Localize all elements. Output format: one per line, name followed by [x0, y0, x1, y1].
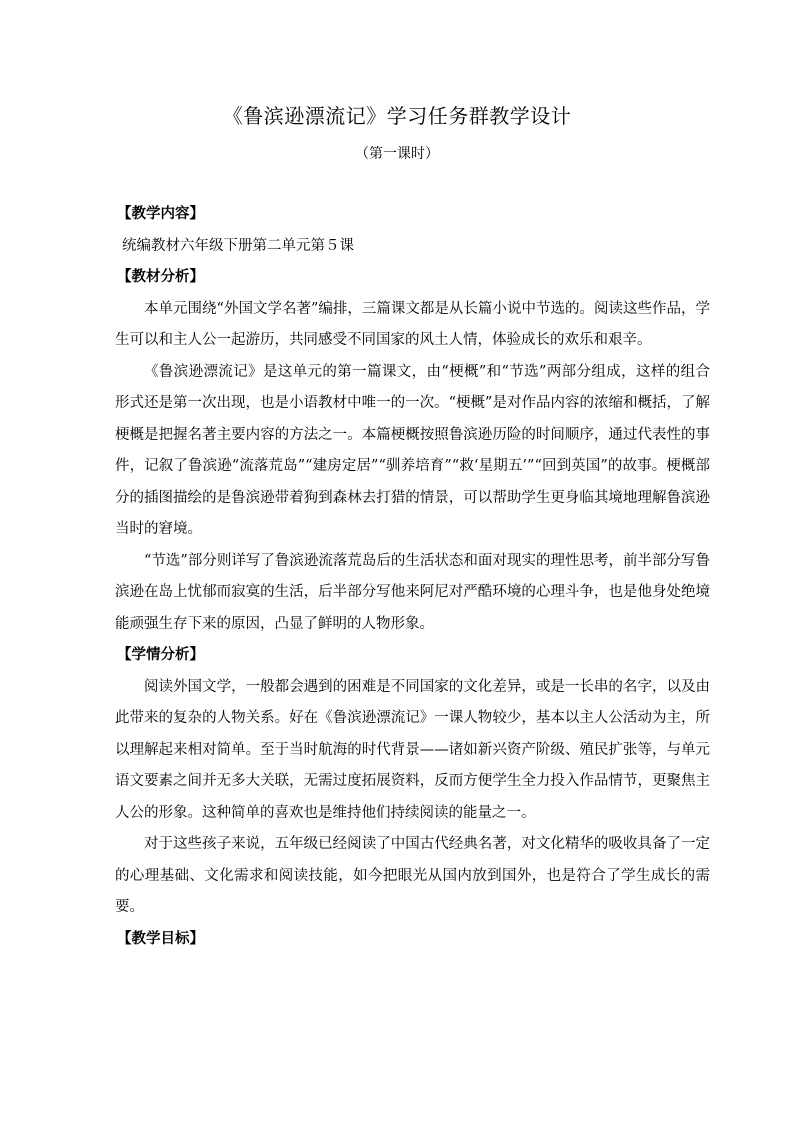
section-heading-content: 【教学内容】	[117, 206, 204, 222]
document-subtitle: （第一课时）	[355, 146, 439, 162]
paragraph: 《鲁滨逊漂流记》是这单元的第一篇课文，由“梗概”和“节选”两部分组成，这样的组合形式还是第一次出现，也是小语教材中唯一的一次。“梗概”是对作品内容的浓缩和概括，了解梗概是把握名著主要内容的方法之一。本篇梗概按照鲁滨逊历险的时间顺序，通过代表性的事件，记叙了鲁滨逊“流落荒岛”“建房定居”“驯养培育”“救‘星期五’”“回到英国”的故事。梗概部分的插图描绘的是鲁滨逊带着狗到森林去打猎的情景，可以帮助学生更身临其境地理解鲁滨逊当时的窘境。	[115, 363, 710, 537]
paragraph: “节选”部分则详写了鲁滨逊流落荒岛后的生活状态和面对现实的理性思考，前半部分写鲁滨逊在岛上忧郁而寂寞的生活，后半部分写他来阿尼对严酷环境的心理斗争，也是他身处绝境能顽强生存下来的原因，凸显了鲜明的人物形象。	[115, 552, 710, 632]
section-heading-student-analysis: 【学情分析】	[117, 647, 204, 663]
paragraph: 阅读外国文学，一般都会遇到的困难是不同国家的文化差异，或是一长串的名字，以及由此带来的复杂的人物关系。好在《鲁滨逊漂流记》一课人物较少，基本以主人公活动为主，所以理解起来相对简单。至于当时航海的时代背景——诸如新兴资产阶级、殖民扩张等，与单元语文要素之间并无多大关联，无需过度拓展资料，反而方便学生全力投入作品情节，更聚焦主人公的形象。这种简单的喜欢也是维持他们持续阅读的能量之一。	[115, 678, 710, 821]
document-body	[115, 199, 710, 955]
section-heading-textbook-analysis: 【教材分析】	[117, 269, 204, 285]
document-title: 《鲁滨逊漂流记》学习任务群教学设计	[222, 104, 572, 128]
paragraph: 对于这些孩子来说，五年级已经阅读了中国古代经典名著，对文化精华的吸收具备了一定的心理基础、文化需求和阅读技能，如今把眼光从国内放到国外，也是符合了学生成长的需要。	[115, 836, 710, 915]
section-heading-goals: 【教学目标】	[117, 930, 204, 947]
paragraph: 本单元围绕“外国文学名著”编排，三篇课文都是从长篇小说中节选的。阅读这些作品，学生可以和主人公一起游历，共同感受不同国家的风土人情，体验成长的欢乐和艰辛。	[115, 300, 710, 348]
content-text: 统编教材六年级下册第二单元第５课	[122, 237, 354, 254]
